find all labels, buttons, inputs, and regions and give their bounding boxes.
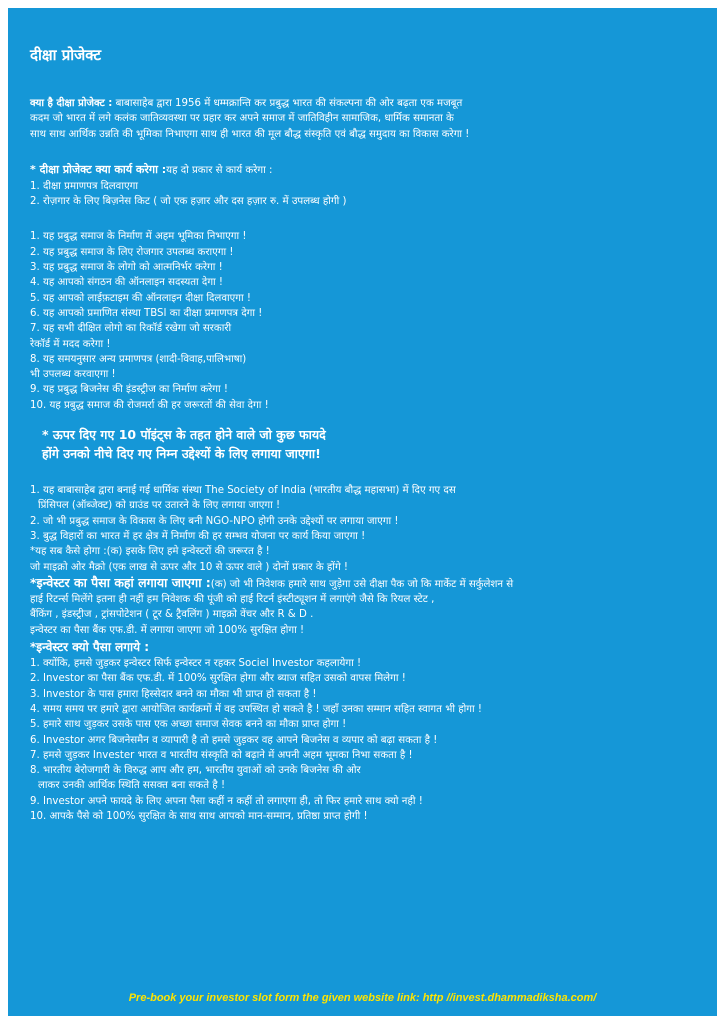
intro-line-2: कदम जो भारत में लगे कलंक जातिव्यवस्था पर प्रहार कर अपने समाज में जातिविहीन सामाजिक, धार्मिक समानता के bbox=[30, 113, 454, 125]
benefit-section bbox=[30, 425, 702, 463]
how-line-1: *यह सब कैसे होगा :(क) इसके लिए हमे इन्वेस्टरों की जरूरत है ! bbox=[30, 546, 270, 558]
point-item: भी उपलब्ध करवाएगा ! bbox=[30, 369, 116, 381]
why-item: 4. समय समय पर हमारे द्वारा आयोजित कार्यक्रमों में वह उपस्थित हो सकते है ! जहाँ उनका सम्मान सहित स्वागत भी होगा ! bbox=[30, 703, 482, 715]
point-item: 10. यह प्रबुद्ध समाज की रोजमर्रा की हर जरूरतों की सेवा देगा ! bbox=[30, 399, 269, 411]
points-list bbox=[30, 229, 702, 413]
point-item: 3. यह प्रबुद्ध समाज के लोगो को आत्मनिर्भर करेगा ! bbox=[30, 262, 223, 274]
objective-item: 3. बुद्ध विहारों का भारत में हर क्षेत्र में निर्माण की हर सम्भव योजना पर कार्य किया जाएगा ! bbox=[30, 530, 366, 542]
where-line: बैंकिंग , इंडस्ट्रीज , ट्रांसपोटेशन ( टूर & ट्रैवलिंग ) माइक्रो वेंचर और R & D . bbox=[30, 609, 314, 621]
point-item: 9. यह प्रबुद्ध बिजनेस की इंडस्ट्रीज का निर्माण करेगा ! bbox=[30, 384, 229, 396]
why-item: 6. Investor अगर बिजनेसमैन व व्यापारी है तो हमसे जुड़कर वह आपने बिजनेस व व्यपार को बढ़ा सकता है ! bbox=[30, 734, 438, 746]
intro-section bbox=[30, 96, 702, 142]
where-text-1: (क) जो भी निवेशक हमारे साथ जुड़ेगा उसे दीक्षा पैक जो कि मार्केट में सर्कुलेशन से bbox=[210, 578, 514, 590]
how-line-2: जो माइक्रो ओर मैक्रो (एक लाख से ऊपर और 10 से ऊपर वाले ) दोनों प्रकार के होंगे ! bbox=[30, 561, 349, 573]
point-item: 2. यह प्रबुद्ध समाज के लिए रोजगार उपलब्ध कराएगा ! bbox=[30, 246, 234, 258]
why-item: 7. हमसे जुड़कर Invester भारत व भारतीय संस्कृति को बढ़ाने में अपनी अहम भूमका निभा सकता है ! bbox=[30, 749, 413, 761]
why-item: 10. आपके पैसे को 100% सुरक्षित के साथ साथ आपको मान-सम्मान, प्रतिष्ठा प्राप्त होगी ! bbox=[30, 810, 368, 822]
intro-line-1 bbox=[30, 96, 702, 111]
work-section bbox=[30, 162, 702, 210]
why-item: 3. Investor के पास हमारा हिस्सेदार बनने का मौका भी प्राप्त हो सकता है ! bbox=[30, 688, 317, 700]
objectives-list bbox=[30, 483, 702, 575]
why-item: 5. हमारे साथ जुड़कर उसके पास एक अच्छा समाज सेवक बनने का मौका प्राप्त होगा ! bbox=[30, 719, 347, 731]
point-item: 1. यह प्रबुद्ध समाज के निर्माण में अहम भूमिका निभाएगा ! bbox=[30, 231, 247, 243]
where-line-1 bbox=[30, 575, 702, 592]
why-item: 9. Investor अपने फायदे के लिए अपना पैसा कहीं न कहीं तो लगाएगा ही, तो फिर हमारे साथ क्यो नही ! bbox=[30, 795, 423, 807]
work-heading bbox=[30, 162, 702, 179]
why-section bbox=[30, 638, 702, 824]
objective-item: 2. जो भी प्रबुद्ध समाज के विकास के लिए बनी NGO-NPO होगी उनके उद्देश्यों पर लगाया जाएगा ! bbox=[30, 515, 399, 527]
point-item: 6. यह आपको प्रमाणित संस्था TBSI का दीक्षा प्रमाणपत्र देगा ! bbox=[30, 307, 263, 319]
where-line: इन्वेस्टर का पैसा बैंक एफ.डी. में लगाया जाएगा जो 100% सुरक्षित होगा ! bbox=[30, 624, 305, 636]
objective-item: 1. यह बाबासाहेब द्वारा बनाई गई धार्मिक संस्था The Society of India (भारतीय बौद्ध महासभा) में दिए गए दस bbox=[30, 485, 456, 497]
website-link-footer[interactable]: Pre-book your investor slot form the given website link: http //invest.dhammadiksha.com/ bbox=[128, 992, 597, 1004]
work-heading-label: * दीक्षा प्रोजेक्ट क्या कार्य करेगा : bbox=[30, 162, 167, 176]
point-item: 8. यह समयनुसार अन्य प्रमाणपत्र (शादी-विवाह,पालिभाषा) bbox=[30, 353, 247, 365]
where-heading: *इन्वेस्टर का पैसा कहां लगाया जाएगा : bbox=[30, 574, 211, 590]
why-item: 8. भारतीय बेरोजगारी के विरुद्ध आप और हम, भारतीय युवाओं को उनके बिजनेस की ओर bbox=[30, 765, 361, 777]
why-item: 2. Investor का पैसा बैंक एफ.डी. में 100% सुरक्षित होगा और ब्याज सहित उसको वापस मिलेगा ! bbox=[30, 673, 406, 685]
why-item: 1. क्योंकि, हमसे जुड़कर इन्वेस्टर सिर्फ इन्वेस्टर न रहकर Sociel Investor कहलायेगा ! bbox=[30, 658, 362, 670]
point-item: 5. यह आपको लाईफ़टाइम की ऑनलाइन दीक्षा दिलवाएगा ! bbox=[30, 292, 251, 304]
intro-text-1: बाबासाहेब द्वारा 1956 में धम्मक्रान्ति कर प्रबुद्ध भारत की संकल्पना की ओर बढ़ता एक मजबूत bbox=[115, 98, 463, 109]
intro-line-3: साथ साथ आर्थिक उन्नति की भूमिका निभाएगा साथ ही भारत की मूल बौद्ध संस्कृति एवं बौद्ध समुदाय का विकास करेगा ! bbox=[30, 128, 470, 140]
poster bbox=[8, 8, 717, 1016]
why-item: लाकर उनकी आर्थिक स्थिति ससक्त बना सकते है ! bbox=[38, 780, 226, 792]
work-heading-rest: यह दो प्रकार से कार्य करेगा : bbox=[166, 164, 273, 176]
poster-content bbox=[30, 44, 702, 824]
point-item: रेकॉर्ड में मदद करेगा ! bbox=[30, 338, 111, 350]
point-item: 4. यह आपको संगठन की ऑनलाइन सदस्यता देगा ! bbox=[30, 277, 224, 289]
work-item: 1. दीक्षा प्रमाणपत्र दिलवाएगा bbox=[30, 180, 138, 192]
where-section bbox=[30, 575, 702, 638]
where-line: हाई रिटर्न्स मिलेंगे इतना ही नहीं हम निवेशक की पूंजी को हाई रिटर्न इंस्टीट्यूशन में लगाएंगे जैसे कि रियल स्टेट , bbox=[30, 594, 435, 606]
objective-item: प्रिंसिपल (ऑब्जेक्ट) को ग्राउंड पर उतारने के लिए लगाया जाएगा ! bbox=[38, 500, 281, 512]
work-item: 2. रोज़गार के लिए बिज़नेस किट ( जो एक हज़ार और दस हज़ार रु. में उपलब्ध होगी ) bbox=[30, 196, 347, 208]
benefit-line-2: होंगे उनको नीचे दिए गए निम्न उद्देश्यों के लिए लगाया जाएगा! bbox=[42, 446, 321, 462]
point-item: 7. यह सभी दीक्षित लोगो का रिकॉर्ड रखेगा जो सरकारी bbox=[30, 323, 232, 335]
page-title: दीक्षा प्रोजेक्ट bbox=[30, 46, 101, 64]
benefit-line-1: * ऊपर दिए गए 10 पॉइंट्स के तहत होने वाले जो कुछ फायदे bbox=[42, 427, 326, 443]
why-heading: *इन्वेस्टर क्यो पैसा लगाये : bbox=[30, 640, 150, 655]
intro-label: क्या है दीक्षा प्रोजेक्ट : bbox=[30, 98, 113, 109]
